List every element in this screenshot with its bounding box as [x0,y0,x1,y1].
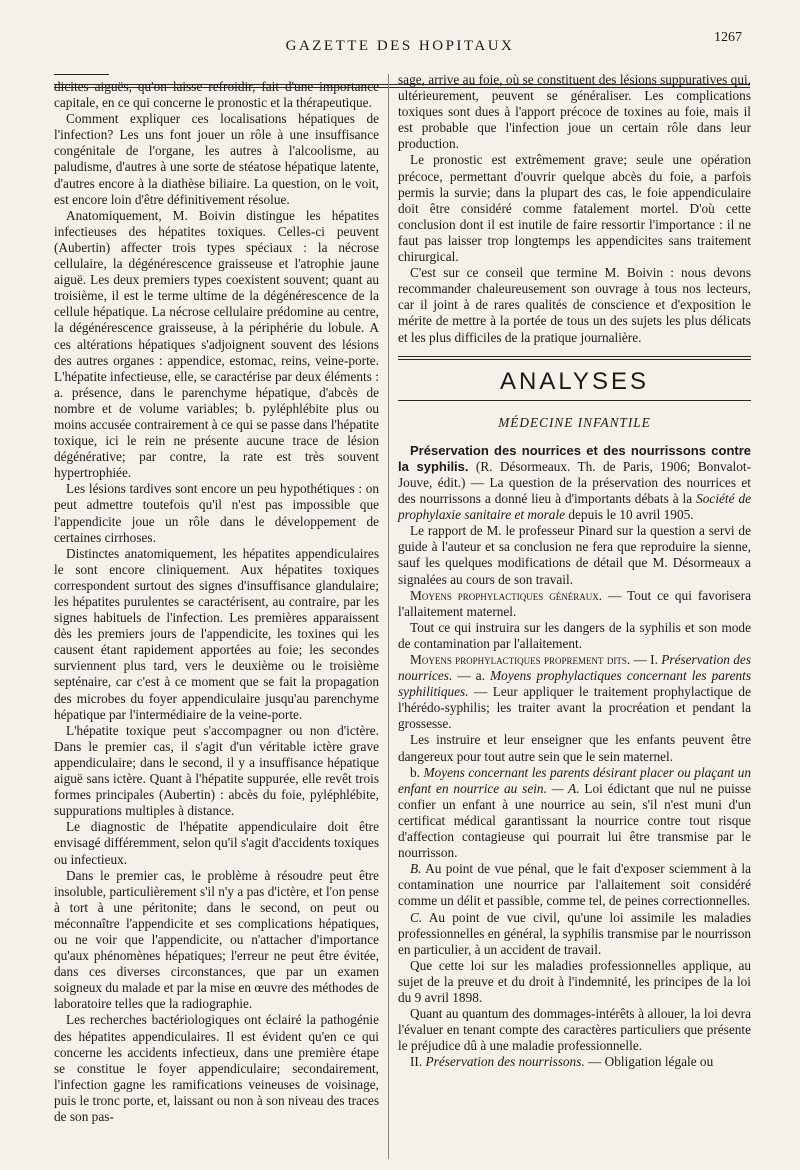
paragraph: Comment expliquer ces localisations hépatiques de l'infection? Les uns font jouer un rôle à une insuffisance congénitale de l'organe, les autres à l'alcoolisme, au paludisme, d'autres à une sorte de stéatose hépatique latente, d'autres encore à la diathèse biliaire. La question, on le voit, est encore loin d'être définitivement résolue. [54,111,379,207]
continuation-rule [54,74,109,75]
right-column [398,72,751,1070]
article-first-paragraph [398,443,751,523]
paragraph: Les lésions tardives sont encore un peu hypothétiques : on peut admettre toutefois qu'il n'est pas impossible que l'appendicite joue un rôle dans le développement de certaines cirrhoses. [54,481,379,545]
article-title: Préservation des nourrices et des nourrissons contre la syphilis. [398,442,751,474]
section-rule [398,400,751,401]
paragraph: C'est sur ce conseil que termine M. Boivin : nous devons recommander chaleureusement son ouvrage à tous nos lecteurs, car il joint à de rares qualités de conscience et d'exposition le mérite de mettre à la portée de tous un des sujets les plus délicats et les plus difficiles de la pratique journalière. [398,265,751,345]
paragraph: Dans le premier cas, le problème à résoudre peut être insoluble, particulièrement s'il n'y a pas d'ictère, et l'on pense à tort à une péritonite; dans le second, on peut ou méconnaître l'appendicite et ses complications hépatiques, ou ne voir que l'appendicite, ou n'attacher d'importance qu'aux phénomènes hépatiques; l'erreur ne peut être évitée, dans ces diverses circonstances, que par un examen soigneux du malade et par la mise en œuvre des méthodes de laboratoire telles que la radiographie. [54,867,379,1012]
section-title: ANALYSES [500,367,649,395]
paragraph: Le diagnostic de l'hépatite appendiculaire doit être envisagé différemment, selon qu'il s'agit d'accidents toxiques ou infectieux. [54,819,379,867]
paragraph: Tout ce qui instruira sur les dangers de la syphilis et son mode de contamination par l'allaitement. [398,619,751,651]
article-citation: (R. Désormeaux. Th. de Paris, 1906; Bonvalot-Jouve, édit.) — La question de la préservation des nourrices et des nourrissons a donné lieu à d'importants débats à la [398,458,751,507]
paragraph: Le rapport de M. le professeur Pinard sur la question a servi de guide à l'auteur et sa conclusion ne fera que reproduire la sienne, sauf les quelques modifications de détail que M. Désormeaux a signalées au cours de son travail. [398,523,751,587]
italic-heading: Moyens concernant les parents désirant placer ou plaçant un enfant en nourrice au sein. — A. [398,764,751,796]
paragraph: dicites aiguës, qu'on laisse refroidir, fait d'une importance capitale, en ce qui concerne le pronostic et la thérapeutique. [54,79,379,111]
column-divider [388,74,389,1159]
italic-heading: Préservation des nourrices. [398,652,752,684]
paragraph-text: — a. [457,668,486,684]
rubric: Moyens prophylactiques généraux. [410,587,603,603]
paragraph [398,588,751,620]
subsection-title: MÉDECINE INFANTILE [498,414,651,430]
paragraph [398,652,751,732]
italic-heading: B. [410,861,422,877]
page-number: 1267 [714,30,742,45]
paragraph: Le pronostic est extrêmement grave; seule une opération précoce, permettant d'ouvrir quelque abcès du foie, a parfois permis la survie; dans la plupart des cas, le foie appendiculaire doit être considéré comme fatalement mortel. D'où cette conclusion dont il est inutile de faire ressortir l'importance : il ne faut pas laisser trop longtemps les appendicites sans traitement chirurgical. [398,152,751,265]
society-name: Société de prophylaxie sanitaire et morale [398,491,752,523]
italic-heading: Moyens prophylactiques concernant les parents syphilitiques. [398,668,751,700]
paragraph [398,910,751,958]
paragraph-text: Au point de vue civil, qu'une loi assimile les maladies professionnelles en général, la syphilis transmise par le nourrisson en particulier, à un accident de travail. [398,909,752,957]
paragraph: L'hépatite toxique peut s'accompagner ou non d'ictère. Dans le premier cas, il s'agit d'un véritable ictère grave appendiculaire; dans le second, il y a insuffisance hépatique aiguë sans ictère. Quant à l'hépatite suppurée, elle revêt trois formes principales (Aubertin) : abcès du foie, pyléphlébite, suppurations multiples à distance. [54,722,379,819]
paragraph: sage, arrive au foie, où se constituent des lésions suppuratives qui, ultérieurement, peuvent se généraliser. Les complications toxiques sont dues à l'apport précoce de toxines au foie, mais il est probable que l'infection joue un certain rôle dans leur production. [398,72,751,152]
paragraph [398,1054,751,1070]
section-rule [398,356,751,360]
paragraph: Distinctes anatomiquement, les hépatites appendiculaires le sont encore cliniquement. Aux hépatites toxiques correspondent surtout des signes d'insuffisance glandulaire; les hépatites purulentes se caractérisent, au contraire, par les signes habituels de l'infection. Les premières apparaissent dès les premiers jours de l'appendicite, les toxines qui les causent étant rapidement apportées au foie; les secondes surviennent plus tard, vers le deuxième ou le troisième septénaire, car c'est à ce moment que se fait la propagation des microbes du foyer appendiculaire jusqu'au parenchyme hépatique par l'intermédiaire de la veine-porte. [54,545,379,722]
italic-heading: C. [410,909,423,925]
paragraph-text: — Leur appliquer le traitement prophylactique de l'hérédo-syphilis; les traiter avant la procréation et pendant la grossesse. [398,684,751,732]
paragraph-text: b. [410,764,420,780]
paragraph-text: Loi édictant que nul ne puisse confier un enfant à une nourrice au sein, s'il n'est muni d'un certificat médical garantissant la nourrice contre tout risque d'affection contagieuse qui pourrait lui être transmise par le nourrisson. [398,780,752,861]
paragraph-text: — Obligation légale ou [588,1054,714,1070]
italic-heading: Préservation des nourrissons. [425,1054,585,1070]
paragraph-text: — I. [633,652,658,667]
article-citation-date: depuis le 10 avril 1905. [568,507,694,523]
paragraph-text: Au point de vue pénal, que le fait d'exposer sciemment à la contamination une nourrice par l'allaitement soit considéré comme un délit et passible, comme tel, de peines correctionnelles. [398,861,751,909]
paragraph: Que cette loi sur les maladies professionnelles applique, au sujet de la preuve et du droit à l'indemnité, les principes de la loi du 9 avril 1898. [398,957,751,1005]
paragraph [398,861,751,909]
paragraph-text: II. [410,1054,423,1070]
running-title: GAZETTE DES HOPITAUX [285,38,515,54]
paragraph [398,765,751,862]
page-header [40,26,760,60]
paragraph: Les instruire et leur enseigner que les enfants peuvent être dangereux pour tout autre sein que le sein maternel. [398,732,751,764]
paragraph: Les recherches bactériologiques ont éclairé la pathogénie des hépatites appendiculaires. Il est évident qu'en ce qui concerne les accidents infectieux, dans une première étape se constitue le foyer appendiculaire; secondairement, l'infection gagne les ramifications veineuses de voisinage, puis le tronc porte, et, laissant ou non à son niveau des traces de son pas- [54,1012,379,1124]
paragraph: Quant au quantum des dommages-intérêts à allouer, la loi devra l'évaluer en tenant compte des caractères particuliers que présente le préjudice dû à une maladie professionnelle. [398,1006,751,1054]
rubric: Moyens prophylactiques proprement dits. [410,652,631,667]
paragraph-text: — Tout ce qui favorisera l'allaitement maternel. [398,587,751,619]
paragraph: Anatomiquement, M. Boivin distingue les hépatites infectieuses des hépatites toxiques. Celles-ci peuvent (Aubertin) affecter trois types spéciaux : la nécrose cellulaire, la dégénérescence graisseuse et l'atrophie jaune aiguë. Les deux premiers types coexistent souvent; quant au troisième, il est le terme ultime de la dégénérescence de la cellule hépatique. La nécrose cellulaire prédomine au centre, la dégénérescence graisseuse, à la périphérie du lobule. A ces altérations hépatiques s'adjoignent souvent des lésions des autres organes : appendice, estomac, reins, veine-porte. L'hépatite infectieuse, elle, se caractérise par deux éléments : a. présence, dans le parenchyme hépatique, d'abcès de nombre et de volume variables; b. pyléphlébite plus ou moins accusée contrairement à ce qui se passe dans l'hépatite toxique, ici le rein ne présente aucune trace de lésion dégénérative; par contre, la rate est très souvent hypertrophiée. [54,207,379,481]
left-column [54,72,379,1125]
